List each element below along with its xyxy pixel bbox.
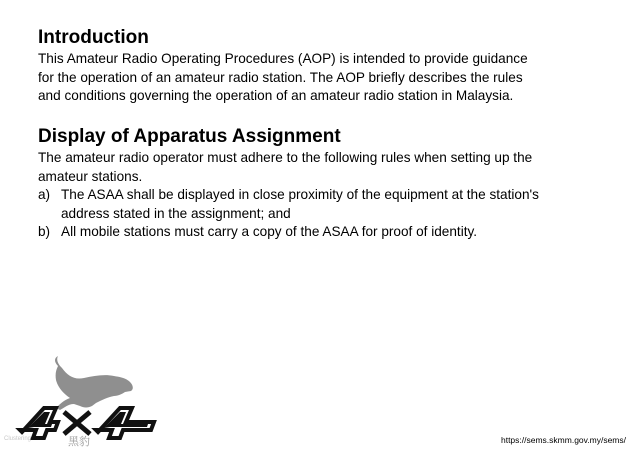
- logo-brand: 黑豹: [68, 435, 90, 448]
- display-section: [38, 125, 608, 242]
- display-paragraph: [38, 149, 608, 186]
- display-heading: Display of Apparatus Assignment: [38, 126, 341, 147]
- introduction-line: This Amateur Radio Operating Procedures (AOP) is intended to provide guidance: [38, 51, 528, 66]
- list-item-line: All mobile stations must carry a copy of the ASAA for proof of identity.: [61, 224, 478, 239]
- list-marker: a): [38, 187, 51, 202]
- introduction-line: and conditions governing the operation of an amateur radio station in Malaysia.: [38, 88, 514, 103]
- introduction-line: for the operation of an amateur radio station. The AOP briefly describes the rules: [38, 69, 523, 85]
- list-item: [38, 223, 608, 242]
- introduction-section: [38, 26, 608, 106]
- display-line: amateur stations.: [38, 168, 143, 184]
- panther-silhouette: [55, 356, 133, 410]
- introduction-paragraph: [38, 50, 608, 106]
- list-item-line: address stated in the assignment; and: [61, 205, 291, 221]
- panther-4x4-icon: [14, 356, 162, 444]
- list-marker: b): [38, 224, 51, 239]
- list-item-line: The ASAA shall be displayed in close proximity of the equipment at the station's: [61, 187, 539, 202]
- logo-caption: Clustering: [4, 436, 32, 442]
- list-item: [38, 186, 608, 223]
- rules-list: [38, 186, 608, 242]
- introduction-heading: Introduction: [38, 27, 149, 48]
- display-line: The amateur radio operator must adhere to the following rules when setting up the: [38, 150, 533, 165]
- footer-url: https://sems.skmm.gov.my/sems/: [500, 435, 626, 445]
